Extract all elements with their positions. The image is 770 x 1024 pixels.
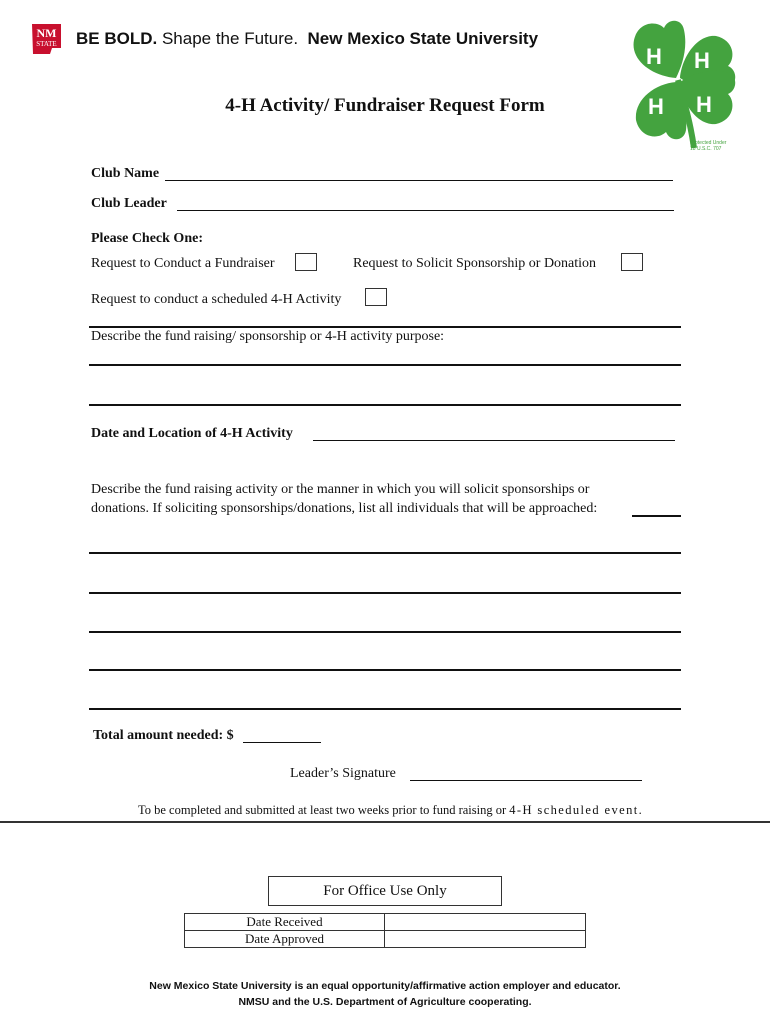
describe-line-0[interactable]	[632, 515, 681, 517]
signature-label: Leader’s Signature	[290, 766, 396, 781]
describe-line-4[interactable]	[89, 669, 681, 671]
office-use-table	[184, 913, 586, 948]
clover-letter-3: H	[648, 94, 664, 119]
clover-letter-4: H	[696, 92, 712, 117]
submit-note	[138, 803, 643, 818]
describe-activity-line2: donations. If soliciting sponsorships/donations, list all individuals that will be approached:	[91, 501, 598, 516]
club-leader-field[interactable]	[177, 210, 674, 211]
club-name-label: Club Name	[91, 166, 160, 181]
footer-line2: NMSU and the U.S. Department of Agriculture cooperating.	[238, 996, 532, 1008]
nmsu-logo	[30, 22, 63, 56]
describe-line-3[interactable]	[89, 631, 681, 633]
signature-field[interactable]	[410, 780, 642, 781]
date-received-label: Date Received	[185, 914, 385, 931]
clover-letter-1: H	[646, 44, 662, 69]
logo-text-bottom: STATE	[36, 40, 57, 48]
tagline-bold: BE BOLD.	[76, 29, 158, 48]
clover-caption-line1: Protected Under	[690, 140, 727, 146]
purpose-divider	[89, 326, 681, 328]
describe-line-5[interactable]	[89, 708, 681, 710]
tagline	[76, 29, 538, 49]
purpose-line-1[interactable]	[89, 364, 681, 366]
date-location-label: Date and Location of 4-H Activity	[91, 426, 293, 441]
date-approved-label: Date Approved	[185, 931, 385, 948]
option-sponsorship-label: Request to Solicit Sponsorship or Donation	[353, 256, 597, 271]
submit-note-b: 4-H scheduled event.	[509, 803, 644, 817]
purpose-label: Describe the fund raising/ sponsorship or 4-H activity purpose:	[91, 329, 445, 344]
tagline-university: New Mexico State University	[307, 29, 539, 48]
footer-line1: New Mexico State University is an equal opportunity/affirmative action employer and educator.	[149, 980, 621, 992]
table-row	[185, 931, 586, 948]
purpose-line-2[interactable]	[89, 404, 681, 406]
clover-caption-line2: 18 U.S.C. 707	[690, 146, 722, 152]
date-location-field[interactable]	[313, 440, 675, 441]
date-received-field[interactable]	[385, 914, 586, 931]
describe-line-2[interactable]	[89, 592, 681, 594]
table-row	[185, 914, 586, 931]
describe-line-1[interactable]	[89, 552, 681, 554]
fundraiser-checkbox[interactable]	[295, 253, 317, 271]
clover-caption	[690, 140, 740, 152]
club-name-field[interactable]	[165, 180, 673, 181]
club-leader-label: Club Leader	[91, 196, 167, 211]
clover-letter-2: H	[694, 48, 710, 73]
activity-checkbox[interactable]	[365, 288, 387, 306]
total-amount-field[interactable]	[243, 742, 321, 743]
date-approved-field[interactable]	[385, 931, 586, 948]
sponsorship-checkbox[interactable]	[621, 253, 643, 271]
check-one-label: Please Check One:	[91, 231, 203, 246]
option-fundraiser-label: Request to Conduct a Fundraiser	[91, 256, 275, 271]
logo-text-top: NM	[36, 26, 57, 40]
footer	[0, 978, 770, 1010]
option-activity-label: Request to conduct a scheduled 4-H Activity	[91, 292, 342, 307]
describe-activity-text	[91, 480, 597, 518]
tagline-regular: Shape the Future.	[157, 29, 299, 48]
submit-note-a: To be completed and submitted at least two weeks prior to fund raising or	[138, 803, 507, 817]
describe-activity-line1: Describe the fund raising activity or the manner in which you will solicit sponsorships or	[91, 482, 590, 497]
total-amount-label: Total amount needed: $	[93, 728, 234, 743]
office-use-title: For Office Use Only	[268, 876, 502, 906]
form-title: 4-H Activity/ Fundraiser Request Form	[225, 95, 545, 116]
4h-clover-logo	[612, 16, 742, 156]
page-divider	[0, 821, 770, 823]
